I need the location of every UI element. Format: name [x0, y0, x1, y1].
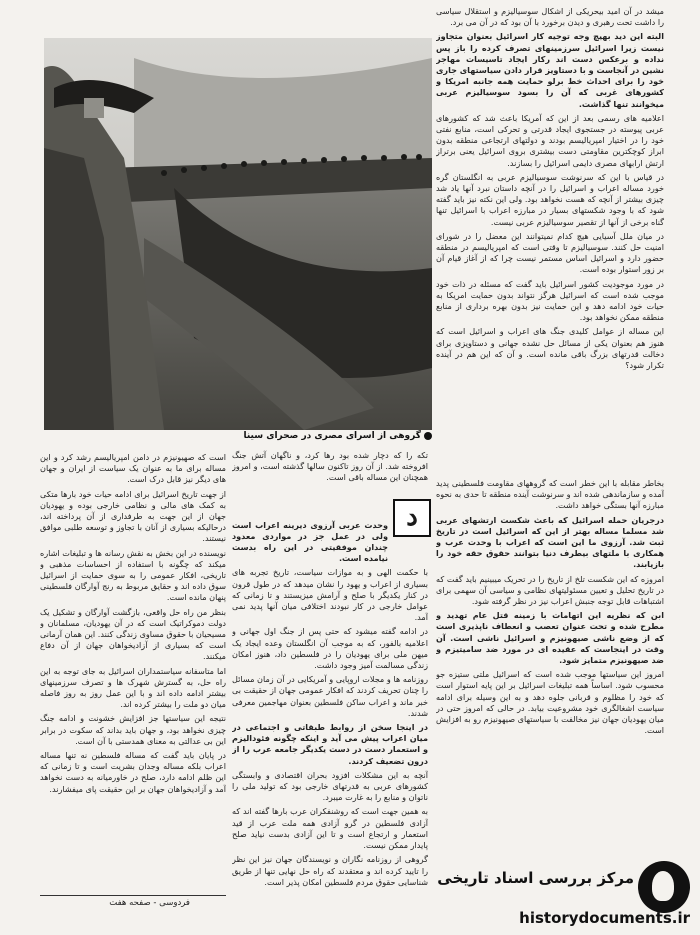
left-column [40, 452, 226, 888]
paragraph: امروزه که این شکست تلخ از تاریخ را در تحریک میبینیم باید گفت که در تاریخ تحلیل و تعیین مسئولیتهای نظامی و سیاسی آن سهمی برای اشتباهات قابل توجه جنبش اعراب نیز در نظر گرفته شود. [436, 573, 664, 607]
page-footer: فردوسی - صفحه هفت [109, 898, 190, 908]
drop-cap: د [393, 499, 431, 537]
paragraph: آنچه به این مشکلات افزود بحران اقتصادی و وابستگی کشورهای عربی به قدرتهای خارجی بود که تولید ملی را ناتوان و منابع را به غارت میبرد. [232, 769, 428, 803]
paragraph: ابن که نظریه این اتهامات با زمینه قتل عام تهدید و مطرح شده و تحت عنوان تعصب و انعطاف ناپذیری است که از وضع ناشی صیهونیزم و اسرائیل ناشی است. آن وقت در اینجاست که عقیده ای در مورد ضد سامیتیزم و ضد صیهونیزم متمایز شود. [436, 610, 664, 666]
paragraph: درجریان حمله اسرائیل که باعث شکست ارتشهای عربی شد مسلما مساله بهتر از این که اسرائیل است در تاریخ ثبت شد. آرزوی ما این است که اعراب با وحدت عرب و همکاری با ملتهای بیطرف دنیا بتوانند حقوق حقه خود را بازیابند. [436, 514, 664, 570]
paragraph: نتیجه این سیاستها جز افزایش خشونت و ادامه جنگ چیزی نخواهد بود، و جهان باید بداند که سکوت در برابر این بی عدالتی به معنای همدستی با آن است. [40, 713, 226, 746]
paragraph: تکه را که دچار شده بود رها کرد، و ناگهان آتش جنگ افروخته شد. از آن روز تاکنون سالها گذشته است، و امروز همچنان این مساله باقی است. [232, 450, 428, 483]
paragraph: بخاطر مقابله با این خطر است که گروههای مقاومت فلسطینی پدید آمده و سازماندهی شده اند و سرنوشت آینده منطقه تا حدی به نحوه مبارزه آنها بستگی خواهد داشت. [436, 478, 664, 511]
watermark [437, 861, 690, 931]
paragraph: در اینجا سخن از روابط طبقاتی و اجتماعی در میان اعراب پیش می آید و اینکه چگونه فئودالیزم و استعمار دست در دست یکدیگر جامعه عرب را از درون تضعیف کردند. [232, 722, 428, 766]
paragraph: این مساله از عوامل کلیدی جنگ های اعراب و اسرائیل است که هنوز هم بعنوان یکی از مسائل حل نشده جهانی و دستاویزی برای دخالت قدرتهای بزرگ باقی مانده است. و آن که این هم در آینده تکرار شود؟ [436, 326, 664, 371]
watermark-url: historydocuments.ir [519, 909, 690, 927]
paragraph: روزنامه ها و مجلات اروپایی و آمریکایی در آن زمان مسائل را چنان تحریف کردند که افکار عمومی جهان از حقیقت بی خبر ماند و اعراب ساکن فلسطین بعنوان مهاجمین معرفی شدند. [232, 674, 428, 718]
war-photo [44, 38, 432, 430]
paragraph: میشد در آن امید بیحریکی از اشکال سوسیالیزم و استقلال سیاسی را داشت تحت رهبری و دیدن برخورد با آن بود که در آن می برد. [436, 6, 664, 28]
right-column-bottom [436, 478, 664, 883]
archive-logo-icon [638, 861, 690, 913]
paragraph: گروهی از روزنامه نگاران و نویسندگان جهان نیز این نظر را تایید کرده اند و معتقدند که راه حل نهایی تنها از طریق شناسایی حقوق مردم فلسطین امکان پذیر است. [232, 854, 428, 887]
paragraph: امروز این سیاستها موجب شده است که اسرائیل ملتی ستیزه جو محسوب شود. اساساً همه تبلیغات اسرائیل بر این پایه استوار است که خود را مظلوم و قربانی جلوه دهد و به این وسیله برای ادامه سیاست اشغالگری خود مشروعیت بیابد. در حالی که امروز حتی در میان یهودیان جهان نیز مخالفت با سیاستهای صیهونیزم رو به افزایش است. [436, 669, 664, 736]
paragraph: وحدت عربی آرزوی دیرینه اعراب است ولی در عمل جز در مواردی معدود چندان موفقیتی در این راه بدست نیامده است. [232, 519, 388, 564]
paragraph: نویسنده در این بخش به نقش رسانه ها و تبلیغات اشاره میکند که چگونه با استفاده از احساسات مذهبی و تاریخی، افکار عمومی را به سوی حمایت از اسرائیل سوق داده اند و حقایق مربوط به رنج آوارگان فلسطینی پنهان مانده است. [40, 547, 226, 603]
bullet-icon [424, 432, 432, 440]
watermark-title: مرکز بررسی اسناد تاریخی [437, 869, 634, 887]
photo-caption [186, 431, 432, 441]
paragraph: در مورد موجودیت کشور اسرائیل باید گفت که مسئله در ذات خود موجب شده است که اسرائیل هرگز نتواند بدون حمایت امریکا به حیات خود ادامه دهد و این حمایت نیز بدون بهره برداری از منابع منطقه ممکن نخواهد بود. [436, 278, 664, 323]
paragraph: است که صهیونیزم در دامن امپریالیسم رشد کرد و این مساله برای ما به عنوان یک سیاست از ایران و جهان های دیگر نیز قابل درک است. [40, 452, 226, 485]
paragraph: به همین جهت است که روشنفکران عرب بارها گفته اند که آزادی فلسطین در گرو آزادی همه ملت عرب از قید استعمار و ارتجاع است و تا این آزادی بدست نیاید صلح پایدار ممکن نیست. [232, 806, 428, 851]
paragraph: در میان ملل آسیایی هیچ کدام نمیتوانند این معضل را در شورای امنیت حل کنند. سوسیالیزم تا وقتی است که امپریالیسم در منطقه حضور دارد و اسرائیل اساس مستمر نیست چرا که از آغاز قیام آن بر زور استوار بوده است. [436, 230, 664, 275]
paragraph: اما متاسفانه سیاستمداران اسرائیل به جای توجه به این راه حل، به گسترش شهرک ها و تصرف سرزمینهای بیشتر ادامه داده اند و با این عمل روز به روز فاصله میان دو ملت را بیشتر کرده اند. [40, 665, 226, 710]
paragraph: در ادامه گفته میشود که حتی پس از جنگ اول جهانی و اعلامیه بالفور، که به موجب آن انگلستان وعده ایجاد یک میهن ملی برای یهودیان را در فلسطین داد، هنوز امکان زندگی مسالمت آمیز وجود داشت. [232, 626, 428, 671]
war-photo-image [44, 38, 432, 430]
footer-rule [40, 895, 226, 896]
paragraph: در قیاس با این که سرنوشت سوسیالیزم عربی به انگلستان گره خورد مساله اعراب و اسرائیل را در آنچه داستان نبرد آنها یاد شد چیزی بیشتر از آنچه که هست نخواهد بود. ولی این نکته نیز باید گفته شود که با وجود شکستهای بسیار در مبارزه اعراب با اسرائیل تنها گناه برخی از آنها از تقصیر سوسیالیزم عربی نیست. [436, 171, 664, 227]
caption-text: گروهی از اسرای مصری در صحرای سینا [243, 431, 421, 441]
paragraph: بنظر من راه حل واقعی، بازگشت آوارگان و تشکیل یک دولت دموکراتیک است که در آن یهودیان، مسلمانان و مسیحیان با حقوق مساوی زندگی کنند. این همان آرمانی است که بسیاری از آزادیخواهان جهان از آن دفاع میکنند. [40, 606, 226, 662]
paragraph: در پایان باید گفت که مساله فلسطین نه تنها مساله اعراب بلکه مساله وجدان بشریت است و تا زمانی که این ظلم ادامه دارد، صلح در خاورمیانه به دست نخواهد آمد و آزادیخواهان جهان بر این حقیقت پای میفشارند. [40, 750, 226, 794]
paragraph: البته این دید بهیچ وجه توجیه کار اسرائیل بعنوان متجاوز نیست زیرا اسرائیل سرزمینهای تصرف کرده را باز پس نداده و برعکس دست اند رکار ایجاد تاسیسات مهاجر نشین در آنجاست و با دستاویز قرار دادن سیاستهای جاری خود را برای احداث خط برلو حمایت همه جانبه امریکا و کشورهای غربی که آن را بسود سوسیالیزم عربی میخوانند تنها گذاشت. [436, 31, 664, 109]
paragraph: از جهت تاریخ اسرائیل برای ادامه حیات خود بارها متکی به کمک های مالی و نظامی خارجی بوده و یهودیان جهان از این جهت به طرفداری از آن پرداخته اند، درحالیکه بسیاری از آنان با تجاوز و توسعه طلبی موافق نیستند. [40, 488, 226, 544]
paragraph: اعلامیه های رسمی بعد از این که آمریکا باعث شد که کشورهای عربی پیوسته در جستجوی ایجاد قدرتی و تحرکی است، منابع نفتی خود را در اختیار امپریالیسم بودند و دولتهای ارتجاعی منطقه بدون ابراز کوچکترین مقاومتی دست بیشتری بروی اسرائیل یعنی برتراز ارتش ارابهای مصری دایمی اسرائیل را بسازند. [436, 112, 664, 168]
paragraph: با حکمت الهی و به موازات سیاست، تاریخ تجربه های بسیاری از اعراب و یهود را نشان میدهد که در طول قرون در کنار یکدیگر با صلح و آرامش میزیستند و تا زمانی که عوامل خارجی در کار نبودند اختلافی میان آنها پدید نمی آمد. [232, 567, 428, 623]
right-column-top [436, 6, 664, 476]
